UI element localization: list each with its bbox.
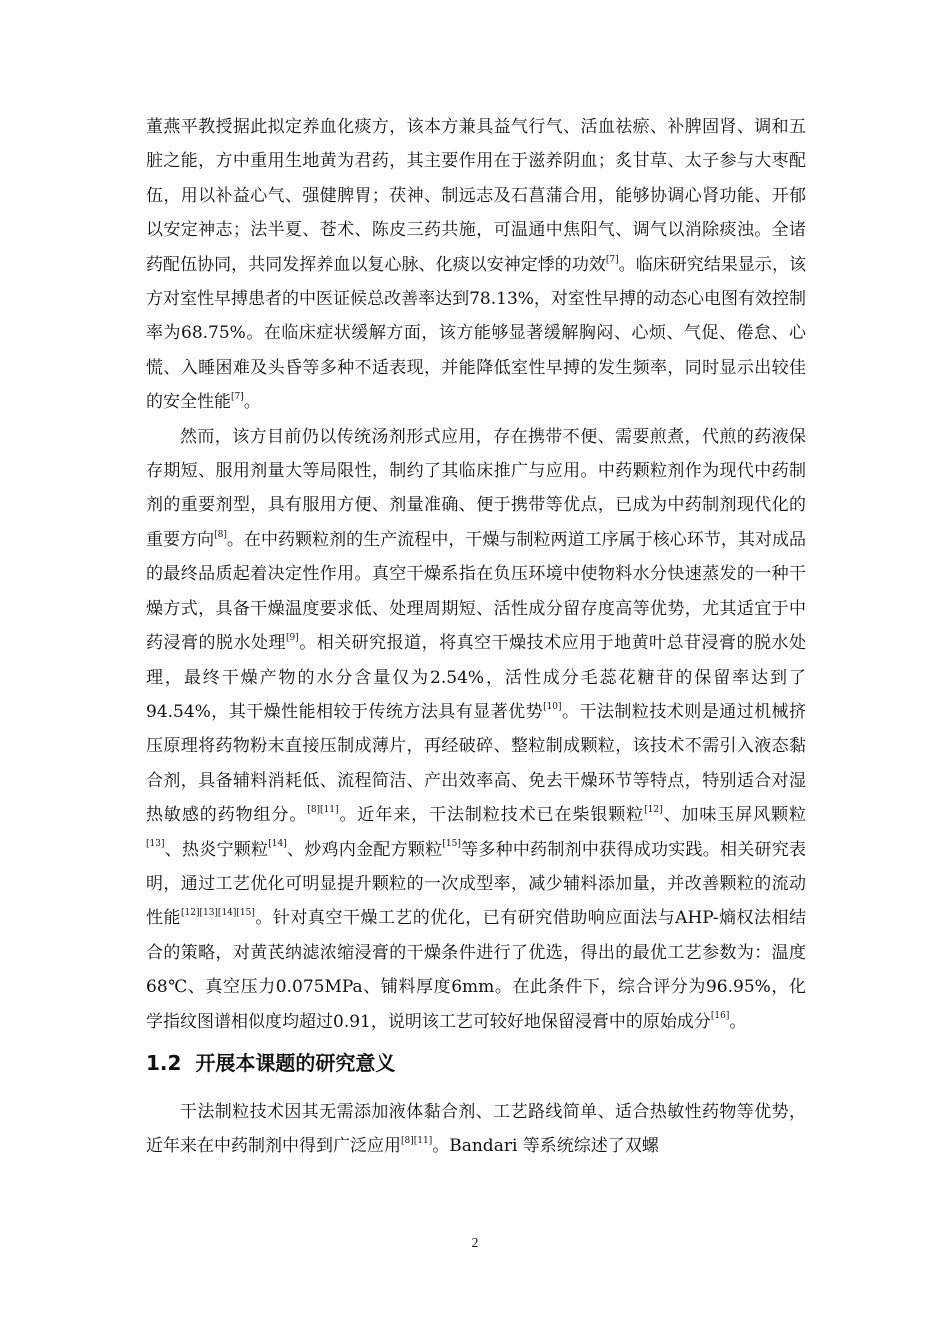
section-number: 1.2 <box>146 1050 182 1075</box>
text-run: 等多种中药制剂中获得成功实践。相关研究表明，通过工艺优化可明显提升颗粒的一次成型率，减少辅料添加量，并改善颗粒的流动性能 <box>146 839 807 929</box>
section-title: 开展本课题的研究意义 <box>195 1050 396 1075</box>
text-run: 。Bandari 等系统综述了双螺 <box>432 1136 659 1157</box>
citation: [7] <box>231 392 244 403</box>
citation: [8][11] <box>307 805 339 816</box>
text-run: 。针对真空干燥工艺的优化，已有研究借助响应面法与AHP-熵权法相结合的策略，对黄芪纳滤浓缩浸膏的干燥条件进行了优选，得出的最优工艺参数为：温度68℃、真空压力0.075MPa、铺料厚度6mm。在此条件下，综合评分为96.95%，化学指纹图谱相似度均超过0.91，说明该工艺可较好地保留浸膏中的原始成分 <box>146 908 806 1032</box>
text-run: 、热炎宁颗粒 <box>164 839 269 860</box>
text-run: 。在中药颗粒剂的生产流程中，干燥与制粒两道工序属于核心环节，其对成品的最终品质起着决定性作用。真空干燥系指在负压环境中使物料水分快速蒸发的一种干燥方式，具备干燥温度要求低、处理周期短、活性成分留存度高等优势，尤其适宜于中药浸膏的脱水处理 <box>146 529 807 654</box>
body-text <box>146 110 806 1164</box>
paragraph-granule-technology <box>146 420 806 1039</box>
citation: [12][13][14][15] <box>180 908 255 919</box>
text-run: 、炒鸡内金配方颗粒 <box>286 839 443 860</box>
text-run: 干法制粒技术因其无需添加液体黏合剂、工艺路线简单、适合热敏性药物等优势，近年来在中药制剂中得到广泛应用 <box>146 1101 806 1157</box>
text-run: 董燕平教授据此拟定养血化痰方，该本方兼具益气行气、活血祛瘀、补脾固肾、调和五脏之能，方中重用生地黄为君药，其主要作用在于滋养阴血；炙甘草、太子参与大枣配伍，用以补益心气、强健脾胃；茯神、制远志及石菖蒲合用，能够协调心肾功能、开郁以安定神志；法半夏、苍术、陈皮三药共施，可温通中焦阳气、调气以消除痰浊。全诸药配伍协同，共同发挥养血以复心脉、化痰以安神定悸的功效 <box>146 117 806 275</box>
citation: [12] <box>644 805 663 816</box>
citation: [13] <box>146 839 165 850</box>
text-run: 。近年来，干法制粒技术已在柴银颗粒 <box>338 805 645 826</box>
section-heading <box>146 1045 806 1081</box>
citation: [14] <box>268 839 287 850</box>
citation: [8] <box>214 529 227 540</box>
text-run: 。 <box>729 1011 747 1032</box>
citation: [7] <box>605 254 619 265</box>
citation: [16] <box>710 1011 730 1022</box>
citation: [10] <box>543 701 562 712</box>
text-run: 。 <box>243 392 261 413</box>
text-run: 。临床研究结果显示，该方对室性早搏患者的中医证候总改善率达到78.13%，对室性早搏的动态心电图有效控制率为68.75%。在临床症状缓解方面，该方能够显著缓解胸闷、心烦、气促、倦怠、心慌、入睡困难及头昏等多种不适表现，并能降低室性早搏的发生频率，同时显示出较佳的安全性能 <box>146 254 807 413</box>
text-run: 。相关研究报道，将真空干燥技术应用于地黄叶总苷浸膏的脱水处理，最终干燥产物的水分含量仅为2.54%，活性成分毛蕊花糖苷的保留率达到了94.54%，其干燥性能相较于传统方法具有显著优势 <box>146 633 807 722</box>
text-run: 然而，该方目前仍以传统汤剂形式应用，存在携带不便、需要煎煮，代煎的药液保存期短、服用剂量大等局限性，制约了其临床推广与应用。中药颗粒剂作为现代中药制剂的重要剂型，具有服用方便、剂量准确、便于携带等优点，已成为中药制剂现代化的重要方向 <box>146 426 806 550</box>
paragraph-research-significance <box>146 1095 806 1164</box>
page-number: 2 <box>471 1236 479 1251</box>
citation: [9] <box>285 633 299 643</box>
citation: [8][11] <box>401 1136 433 1147</box>
text-run: 。干法制粒技术则是通过机械挤压原理将药物粉末直接压制成薄片，再经破碎、整粒制成颗粒，该技术不需引入液态黏合剂，具备辅料消耗低、流程简洁、产出效率高、免去干燥环节等特点，特别适合对湿热敏感的药物组分。 <box>146 701 807 826</box>
paragraph-formula-description <box>146 110 806 420</box>
citation: [15] <box>442 839 461 850</box>
text-run: 、加味玉屏风颗粒 <box>662 805 807 826</box>
